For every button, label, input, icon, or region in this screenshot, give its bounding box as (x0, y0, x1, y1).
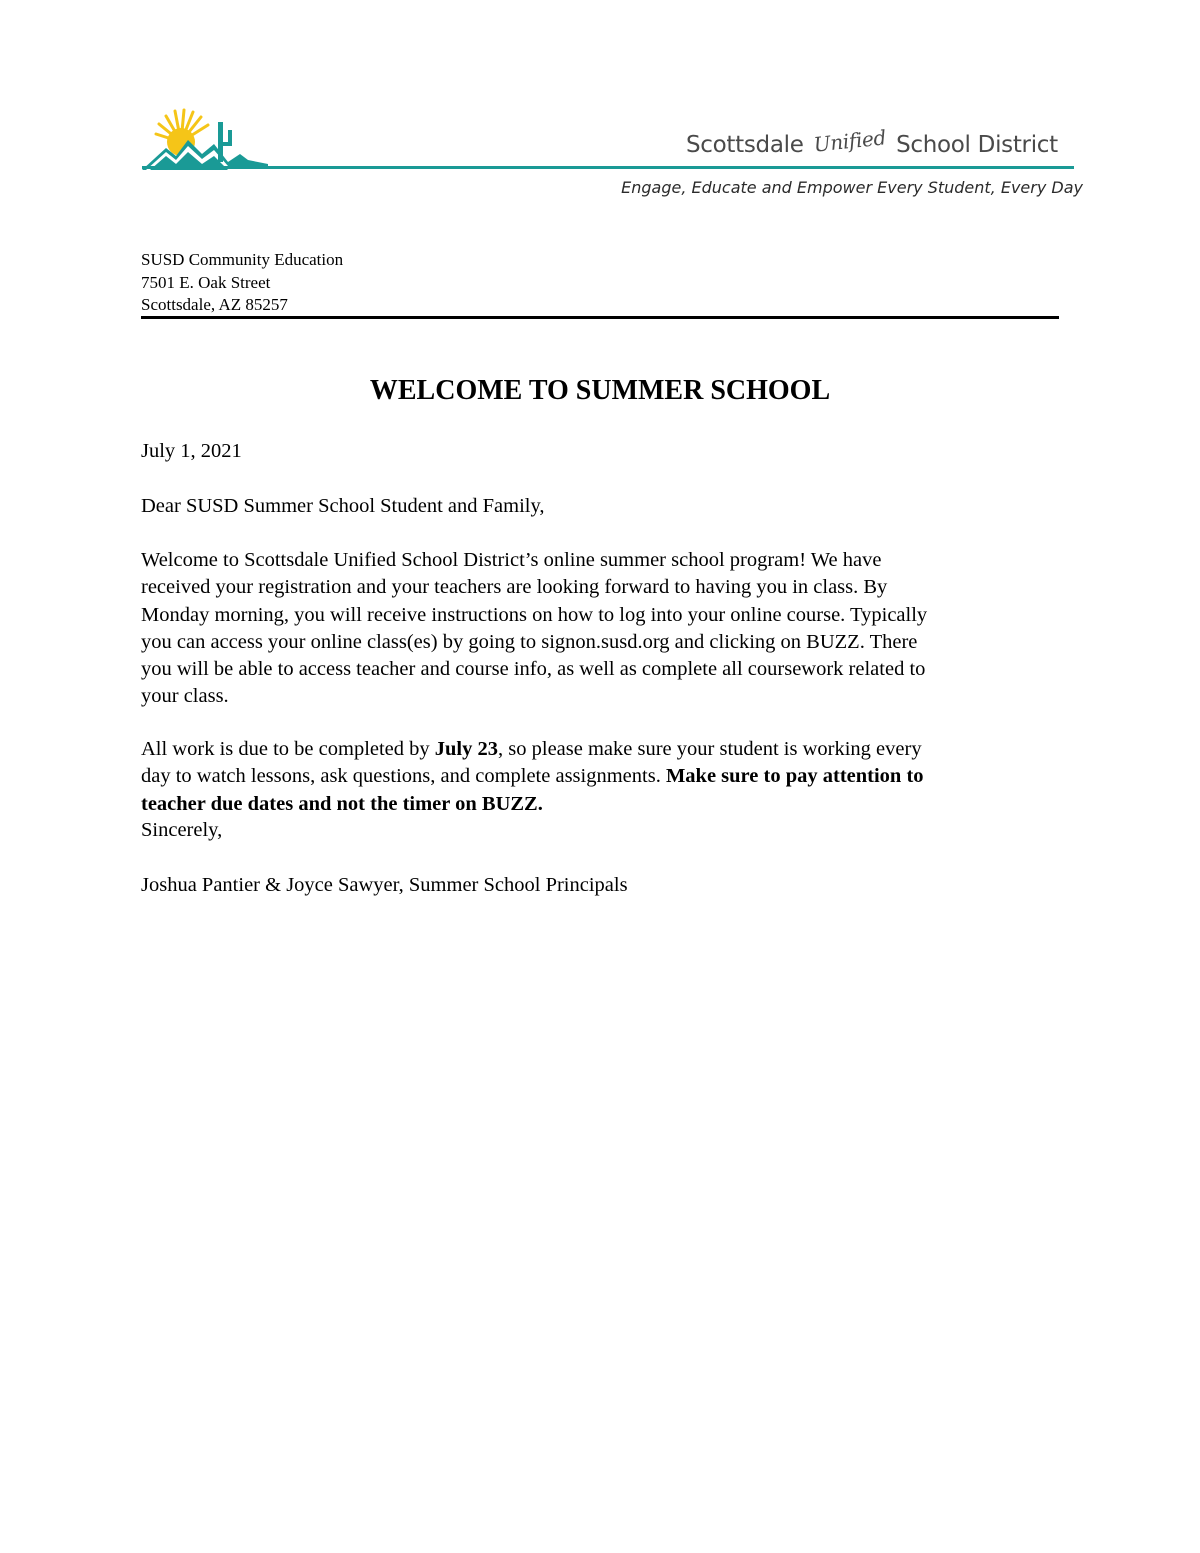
emphasis-text: teacher due dates and not the timer on BUZZ. (141, 792, 543, 815)
salutation: Dear SUSD Summer School Student and Family, (141, 495, 545, 517)
deadline-paragraph (141, 736, 1061, 818)
welcome-paragraph (141, 547, 1061, 711)
sun-mountains-logo (136, 104, 272, 172)
address-divider (141, 316, 1059, 319)
letter-title: WELCOME TO SUMMER SCHOOL (369, 375, 831, 406)
return-address (141, 249, 343, 317)
paragraph-line: you can access your online class(es) by going to signon.susd.org and clicking on BUZZ. There (141, 630, 918, 653)
paragraph-line (141, 791, 1061, 818)
deadline-date: July 23 (434, 738, 499, 760)
paragraph-line: Monday morning, you will receive instructions on how to log into your online course. Typically (141, 603, 928, 626)
address-line-2: 7501 E. Oak Street (141, 272, 271, 292)
paragraph-line: Welcome to Scottsdale Unified School District’s online summer school program! We have (141, 549, 882, 571)
deadline-text: day to watch lessons, ask questions, and complete assignments. (141, 765, 666, 788)
district-name-part1: Scottsdale (686, 132, 804, 158)
district-name (686, 125, 1058, 166)
district-tagline: Engage, Educate and Empower Every Student, Every Day (621, 178, 1083, 197)
paragraph-line (141, 736, 1061, 763)
address-line-1: SUSD Community Education (141, 250, 344, 269)
paragraph-line: your class. (141, 685, 229, 708)
letter-date: July 1, 2021 (141, 440, 242, 462)
district-name-part2: School District (896, 132, 1058, 158)
address-line-3: Scottsdale, AZ 85257 (141, 295, 288, 314)
paragraph-line (141, 763, 1061, 790)
closing: Sincerely, (141, 819, 223, 841)
letterhead-divider (142, 166, 1074, 169)
signature: Joshua Pantier & Joyce Sawyer, Summer School Principals (141, 874, 628, 896)
deadline-text: All work is due to be completed by (141, 738, 435, 760)
paragraph-line: you will be able to access teacher and course info, as well as complete all coursework related to (141, 658, 926, 681)
emphasis-text: Make sure to pay attention to (665, 765, 924, 788)
paragraph-line: received your registration and your teachers are looking forward to having you in class. By (141, 576, 888, 599)
deadline-text: , so please make sure your student is working every (498, 738, 922, 760)
district-name-unified: Unified (812, 125, 887, 157)
